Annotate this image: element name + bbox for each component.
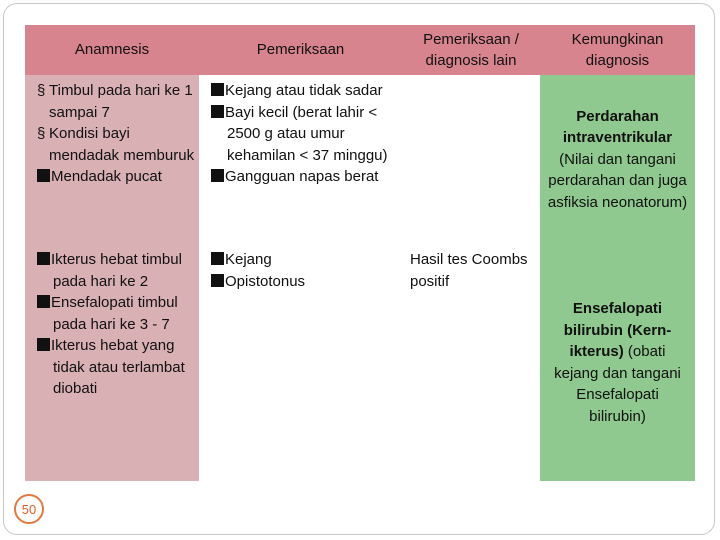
row2-diagnosis-lain-text: Hasil tes Coombs positif <box>410 251 528 290</box>
row2-anamnesis-item-text: Ensefalopati timbul pada hari ke 3 - 7 <box>51 294 178 333</box>
header-diagnosis-lain-label: Pemeriksaan / diagnosis lain <box>423 30 519 69</box>
row1-pemeriksaan-item-text: Bayi kecil (berat lahir < 2500 g atau umur kehamilan < 37 minggu) <box>225 103 388 164</box>
unknown-glyph-icon <box>211 169 224 182</box>
header-kemungkinan-label: Kemungkinan diagnosis <box>571 30 664 69</box>
row2-pemeriksaan-item-text: Kejang <box>225 251 272 268</box>
row1-pemeriksaan-item <box>207 166 398 188</box>
row2-pemeriksaan-item-text: Opistotonus <box>225 272 306 290</box>
page-number-badge <box>14 494 44 524</box>
unknown-glyph-icon <box>37 252 50 265</box>
row1-kemungkinan-rest: (Nilai dan tangani perdarahan dan juga asfiksia neonatorum) <box>547 150 688 211</box>
bullet-marker: § <box>37 82 46 99</box>
row1-pemeriksaan-item-text: Gangguan napas berat <box>225 168 379 185</box>
unknown-glyph-icon <box>37 169 50 182</box>
row2-anamnesis-item-text: Ikterus hebat yang tidak atau terlambat diobati <box>51 337 185 397</box>
row1-anamnesis-item-text: Mendadak pucat <box>51 168 162 185</box>
row2-pemeriksaan-item <box>207 271 398 293</box>
row1-diagnosis-lain-cell <box>402 75 540 244</box>
row2-anamnesis-item <box>33 335 195 400</box>
row1-anamnesis-item-text: Kondisi bayi mendadak memburuk <box>49 125 195 164</box>
row1-pemeriksaan-item-text: Kejang atau tidak sadar <box>225 82 383 99</box>
header-kemungkinan <box>540 25 695 75</box>
unknown-glyph-icon <box>211 252 224 265</box>
row2-kemungkinan-bold: Ensefalopati bilirubin (Kern-ikterus) <box>563 300 672 360</box>
row2-anamnesis-cell <box>25 244 199 481</box>
row1-anamnesis-cell <box>25 75 199 244</box>
unknown-glyph-icon <box>37 295 50 308</box>
row2-kemungkinan-cell <box>540 244 695 481</box>
row1-anamnesis-item <box>33 123 195 166</box>
unknown-glyph-icon <box>211 105 224 118</box>
row1-anamnesis-item-text: Timbul pada hari ke 1 sampai 7 <box>49 82 193 121</box>
row1-kemungkinan-bold: Perdarahan intraventrikular <box>562 107 673 147</box>
row2-pemeriksaan-cell <box>199 244 402 481</box>
bullet-marker: § <box>37 125 46 142</box>
row2-diagnosis-lain-cell <box>402 244 540 481</box>
unknown-glyph-icon <box>37 338 50 351</box>
unknown-glyph-icon <box>211 274 224 287</box>
row2-pemeriksaan-item <box>207 249 398 271</box>
row1-anamnesis-item <box>33 166 195 188</box>
row2-kemungkinan-rest: (obati kejang dan tangani Ensefalopati bilirubin) <box>554 343 681 425</box>
row2-anamnesis-item-text: Ikterus hebat timbul pada hari ke 2 <box>51 251 182 290</box>
header-pemeriksaan-label: Pemeriksaan <box>256 41 345 59</box>
row1-pemeriksaan-item <box>207 102 398 167</box>
header-anamnesis <box>25 25 199 75</box>
row1-kemungkinan-cell <box>540 75 695 244</box>
row2-anamnesis-item <box>33 249 195 292</box>
page-number: 50 <box>21 501 37 517</box>
header-pemeriksaan <box>199 25 402 75</box>
unknown-glyph-icon <box>211 83 224 96</box>
header-diagnosis-lain <box>402 25 540 75</box>
row2-anamnesis-item <box>33 292 195 335</box>
row1-anamnesis-item <box>33 80 195 123</box>
row1-pemeriksaan-cell <box>199 75 402 244</box>
row1-pemeriksaan-item <box>207 80 398 102</box>
header-anamnesis-label: Anamnesis <box>74 41 150 59</box>
